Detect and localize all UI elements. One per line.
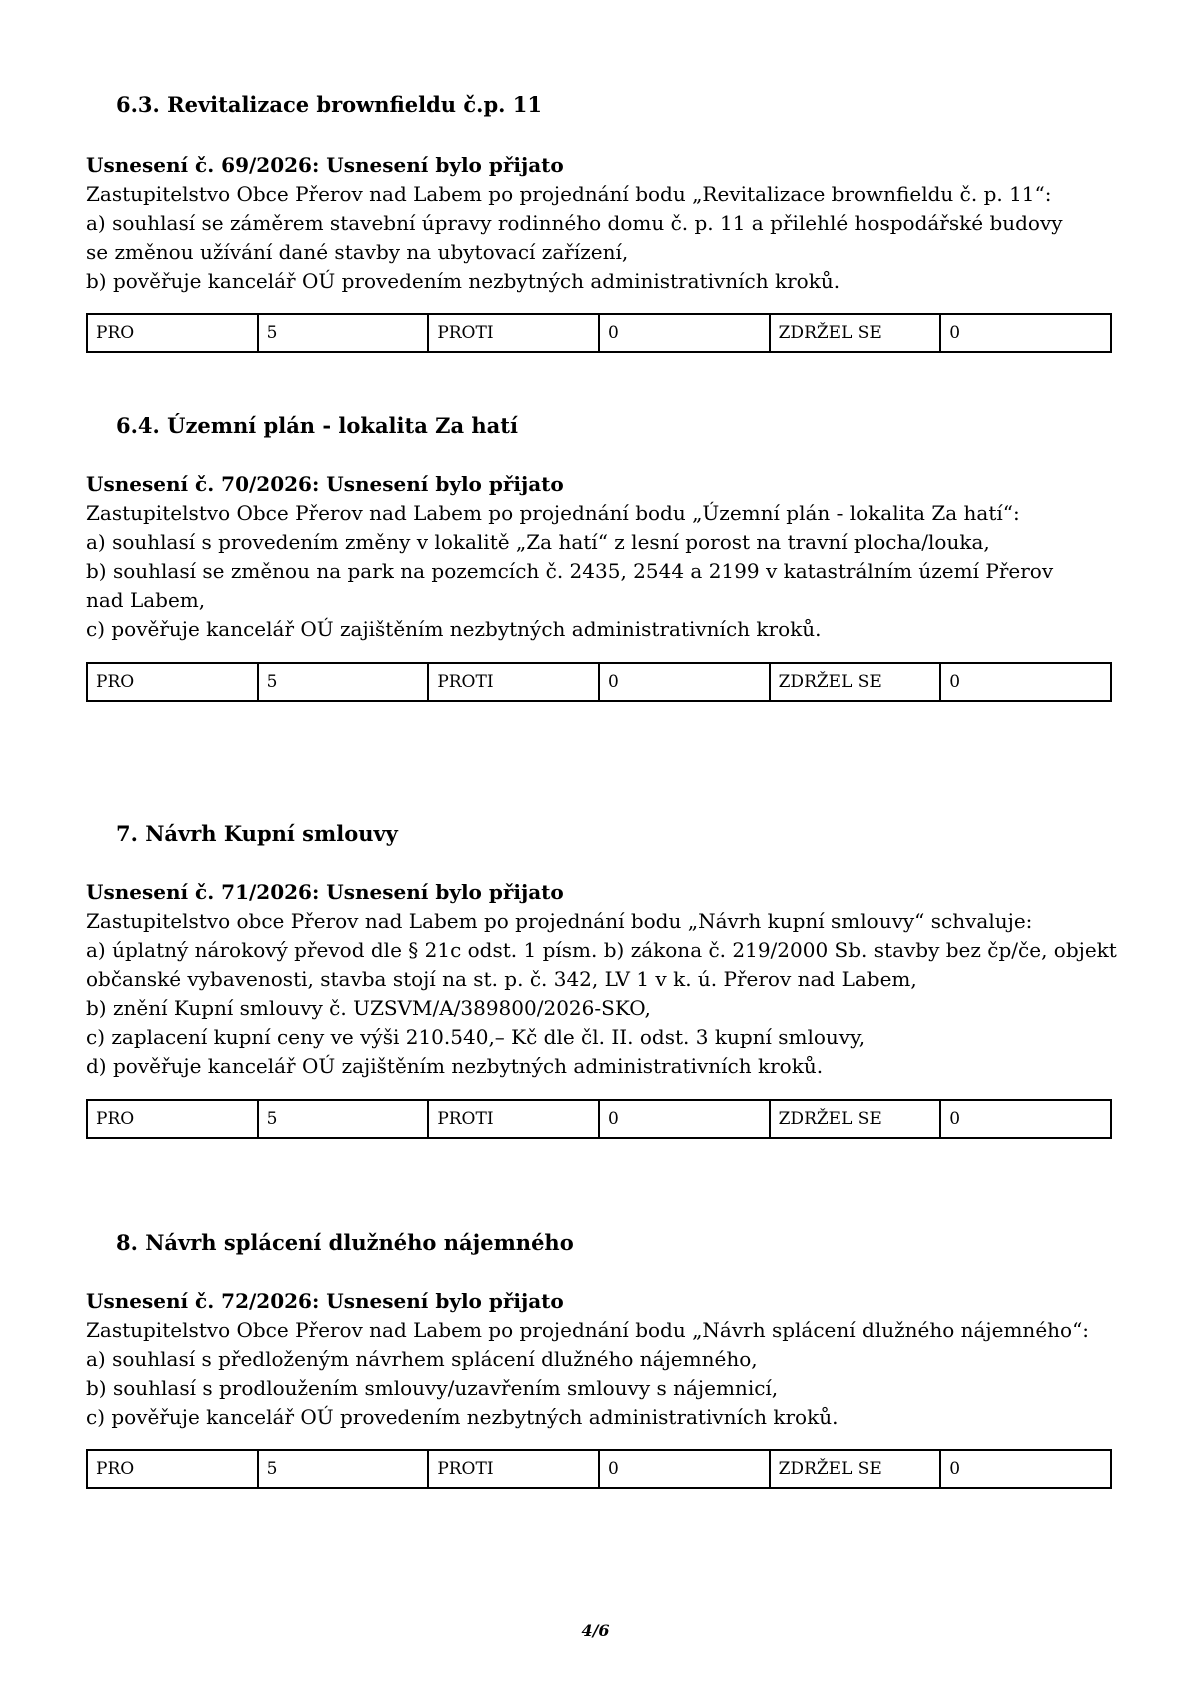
resolution-text-line: Zastupitelstvo Obce Přerov nad Labem po projednání bodu „Revitalizace brownfieldu č. p. 11“:	[86, 182, 1052, 206]
vote-row	[87, 1450, 1111, 1488]
vote-proti-label: PROTI	[428, 663, 599, 701]
resolution-text-line: občanské vybavenosti, stavba stojí na st. p. č. 342, LV 1 v k. ú. Přerov nad Labem,	[86, 967, 917, 991]
resolution-block	[86, 151, 1116, 296]
resolution-block	[86, 878, 1116, 1081]
vote-zdrzel-count: 0	[940, 314, 1111, 352]
vote-zdrzel-label: ZDRŽEL SE	[770, 314, 941, 352]
resolution-text-line: se změnou užívání dané stavby na ubytovací zařízení,	[86, 240, 629, 264]
vote-row	[87, 314, 1111, 352]
resolution-text-line: c) pověřuje kancelář OÚ zajištěním nezbytných administrativních kroků.	[86, 617, 822, 641]
resolution-title: Usnesení č. 69/2026: Usnesení bylo přijato	[86, 153, 564, 177]
vote-zdrzel-label: ZDRŽEL SE	[770, 1100, 941, 1138]
vote-pro-label: PRO	[87, 314, 258, 352]
vote-pro-count: 5	[258, 1450, 429, 1488]
vote-row	[87, 1100, 1111, 1138]
vote-proti-count: 0	[599, 663, 770, 701]
resolution-text-line: Zastupitelstvo Obce Přerov nad Labem po projednání bodu „Územní plán - lokalita Za hatí“:	[86, 501, 1020, 525]
resolution-text-line: c) zaplacení kupní ceny ve výši 210.540,– Kč dle čl. II. odst. 3 kupní smlouvy,	[86, 1025, 866, 1049]
vote-zdrzel-label: ZDRŽEL SE	[770, 1450, 941, 1488]
vote-row	[87, 663, 1111, 701]
resolution-block	[86, 1287, 1116, 1432]
resolution-text-line: b) znění Kupní smlouvy č. UZSVM/A/389800/2026-SKO,	[86, 996, 651, 1020]
vote-table	[86, 1099, 1112, 1139]
vote-zdrzel-count: 0	[940, 1100, 1111, 1138]
vote-table	[86, 662, 1112, 702]
resolution-text-line: a) souhlasí s provedením změny v lokalitě „Za hatí“ z lesní porost na travní plocha/louka,	[86, 530, 990, 554]
resolution-text-line: Zastupitelstvo Obce Přerov nad Labem po projednání bodu „Návrh splácení dlužného nájemného“:	[86, 1318, 1090, 1342]
resolution-text-line: a) úplatný nárokový převod dle § 21c odst. 1 písm. b) zákona č. 219/2000 Sb. stavby bez čp/če, objekt	[86, 938, 1117, 962]
section-heading: 8. Návrh splácení dlužného nájemného	[116, 1230, 574, 1255]
resolution-text-line: a) souhlasí s předloženým návrhem splácení dlužného nájemného,	[86, 1347, 758, 1371]
vote-pro-label: PRO	[87, 663, 258, 701]
vote-pro-label: PRO	[87, 1450, 258, 1488]
vote-pro-count: 5	[258, 314, 429, 352]
resolution-title: Usnesení č. 72/2026: Usnesení bylo přijato	[86, 1289, 564, 1313]
vote-proti-label: PROTI	[428, 1450, 599, 1488]
vote-table	[86, 313, 1112, 353]
vote-table	[86, 1449, 1112, 1489]
section-heading: 6.4. Územní plán - lokalita Za hatí	[116, 413, 518, 438]
resolution-block	[86, 470, 1116, 644]
vote-pro-count: 5	[258, 663, 429, 701]
resolution-text-line: Zastupitelstvo obce Přerov nad Labem po projednání bodu „Návrh kupní smlouvy“ schvaluje:	[86, 909, 1033, 933]
resolution-text-line: nad Labem,	[86, 588, 206, 612]
page-number: 4/6	[581, 1621, 610, 1640]
vote-proti-count: 0	[599, 1450, 770, 1488]
resolution-title: Usnesení č. 71/2026: Usnesení bylo přijato	[86, 880, 564, 904]
resolution-text-line: a) souhlasí se záměrem stavební úpravy rodinného domu č. p. 11 a přilehlé hospodářské budovy	[86, 211, 1063, 235]
vote-zdrzel-count: 0	[940, 663, 1111, 701]
resolution-text-line: b) pověřuje kancelář OÚ provedením nezbytných administrativních kroků.	[86, 269, 841, 293]
section-heading: 7. Návrh Kupní smlouvy	[116, 821, 398, 846]
resolution-text-line: d) pověřuje kancelář OÚ zajištěním nezbytných administrativních kroků.	[86, 1054, 824, 1078]
resolution-title: Usnesení č. 70/2026: Usnesení bylo přijato	[86, 472, 564, 496]
vote-pro-label: PRO	[87, 1100, 258, 1138]
vote-proti-label: PROTI	[428, 314, 599, 352]
vote-zdrzel-count: 0	[940, 1450, 1111, 1488]
resolution-text-line: b) souhlasí s prodloužením smlouvy/uzavřením smlouvy s nájemnicí,	[86, 1376, 779, 1400]
vote-proti-count: 0	[599, 314, 770, 352]
vote-zdrzel-label: ZDRŽEL SE	[770, 663, 941, 701]
vote-pro-count: 5	[258, 1100, 429, 1138]
resolution-text-line: b) souhlasí se změnou na park na pozemcích č. 2435, 2544 a 2199 v katastrálním území Přerov	[86, 559, 1054, 583]
vote-proti-count: 0	[599, 1100, 770, 1138]
vote-proti-label: PROTI	[428, 1100, 599, 1138]
resolution-text-line: c) pověřuje kancelář OÚ provedením nezbytných administrativních kroků.	[86, 1405, 839, 1429]
section-heading: 6.3. Revitalizace brownfieldu č.p. 11	[116, 92, 542, 117]
